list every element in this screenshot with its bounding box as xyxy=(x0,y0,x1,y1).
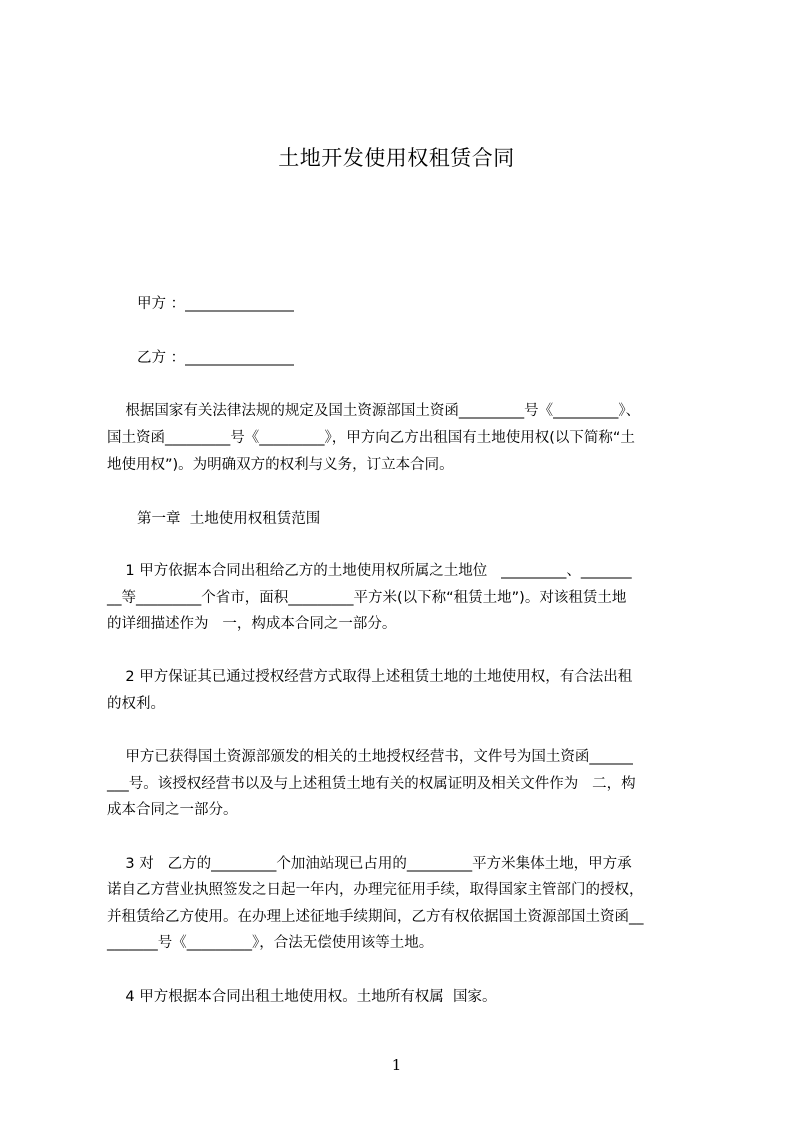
clause-2b-line-3: 成本合同之一部分。 xyxy=(107,802,238,818)
party-a-line: 甲方 ：_______________ xyxy=(137,296,294,312)
clause-4-line-1: 4 甲方根据本合同出租土地使用权。土地所有权属 国家。 xyxy=(107,989,497,1005)
clause-2-line-2: 的权利。 xyxy=(107,696,165,712)
intro-line-2: 国土资函_________号《_________》，甲方向乙方出租国有土地使用权(以下简称“土 xyxy=(107,430,635,446)
chapter-heading: 第一章 土地使用权租赁范围 xyxy=(137,511,321,527)
clause-1-line-1: 1 甲方依据本合同出租给乙方的土地使用权所属之土地位 _________、_______ xyxy=(107,563,632,579)
clause-2b-line-2: ___号。该授权经营书以及与上述租赁土地有关的权属证明及相关文件作为 二，构 xyxy=(107,776,636,792)
clause-2b-line-1: 甲方已获得国土资源部颁发的相关的土地授权经营书，文件号为国土资函______ xyxy=(107,749,633,765)
clause-1-line-3: 的详细描述作为 一，构成本合同之一部分。 xyxy=(107,616,397,632)
clause-3-line-2: 诺自乙方营业执照签发之日起一年内，办理完征用手续，取得国家主管部门的授权， xyxy=(107,882,644,898)
clause-1-line-2: __等_________个省市，面积_________平方米(以下称“租赁土地”)。对该租赁土地 xyxy=(107,590,627,606)
party-b-line: 乙方 ：_______________ xyxy=(137,350,294,366)
page-number: 1 xyxy=(391,1056,402,1074)
clause-3-line-3: 并租赁给乙方使用。在办理上述征地手续期间，乙方有权依据国土资源部国土资函__ xyxy=(107,909,644,925)
clause-3-line-4: _______号《_________》，合法无偿使用该等土地。 xyxy=(107,935,434,951)
clause-2-line-1: 2 甲方保证其已通过授权经营方式取得上述租赁土地的土地使用权，有合法出租 xyxy=(107,669,633,685)
document-title: 土地开发使用权租赁合同 xyxy=(278,146,515,170)
clause-3-line-1: 3 对 乙方的_________个加油站现已占用的_________平方米集体土地，甲方承 xyxy=(107,856,632,872)
intro-line-1: 根据国家有关法律法规的规定及国土资源部国土资函_________号《_________》、 xyxy=(107,403,641,419)
intro-line-3: 地使用权”)。为明确双方的权利与义务，订立本合同。 xyxy=(107,457,454,473)
